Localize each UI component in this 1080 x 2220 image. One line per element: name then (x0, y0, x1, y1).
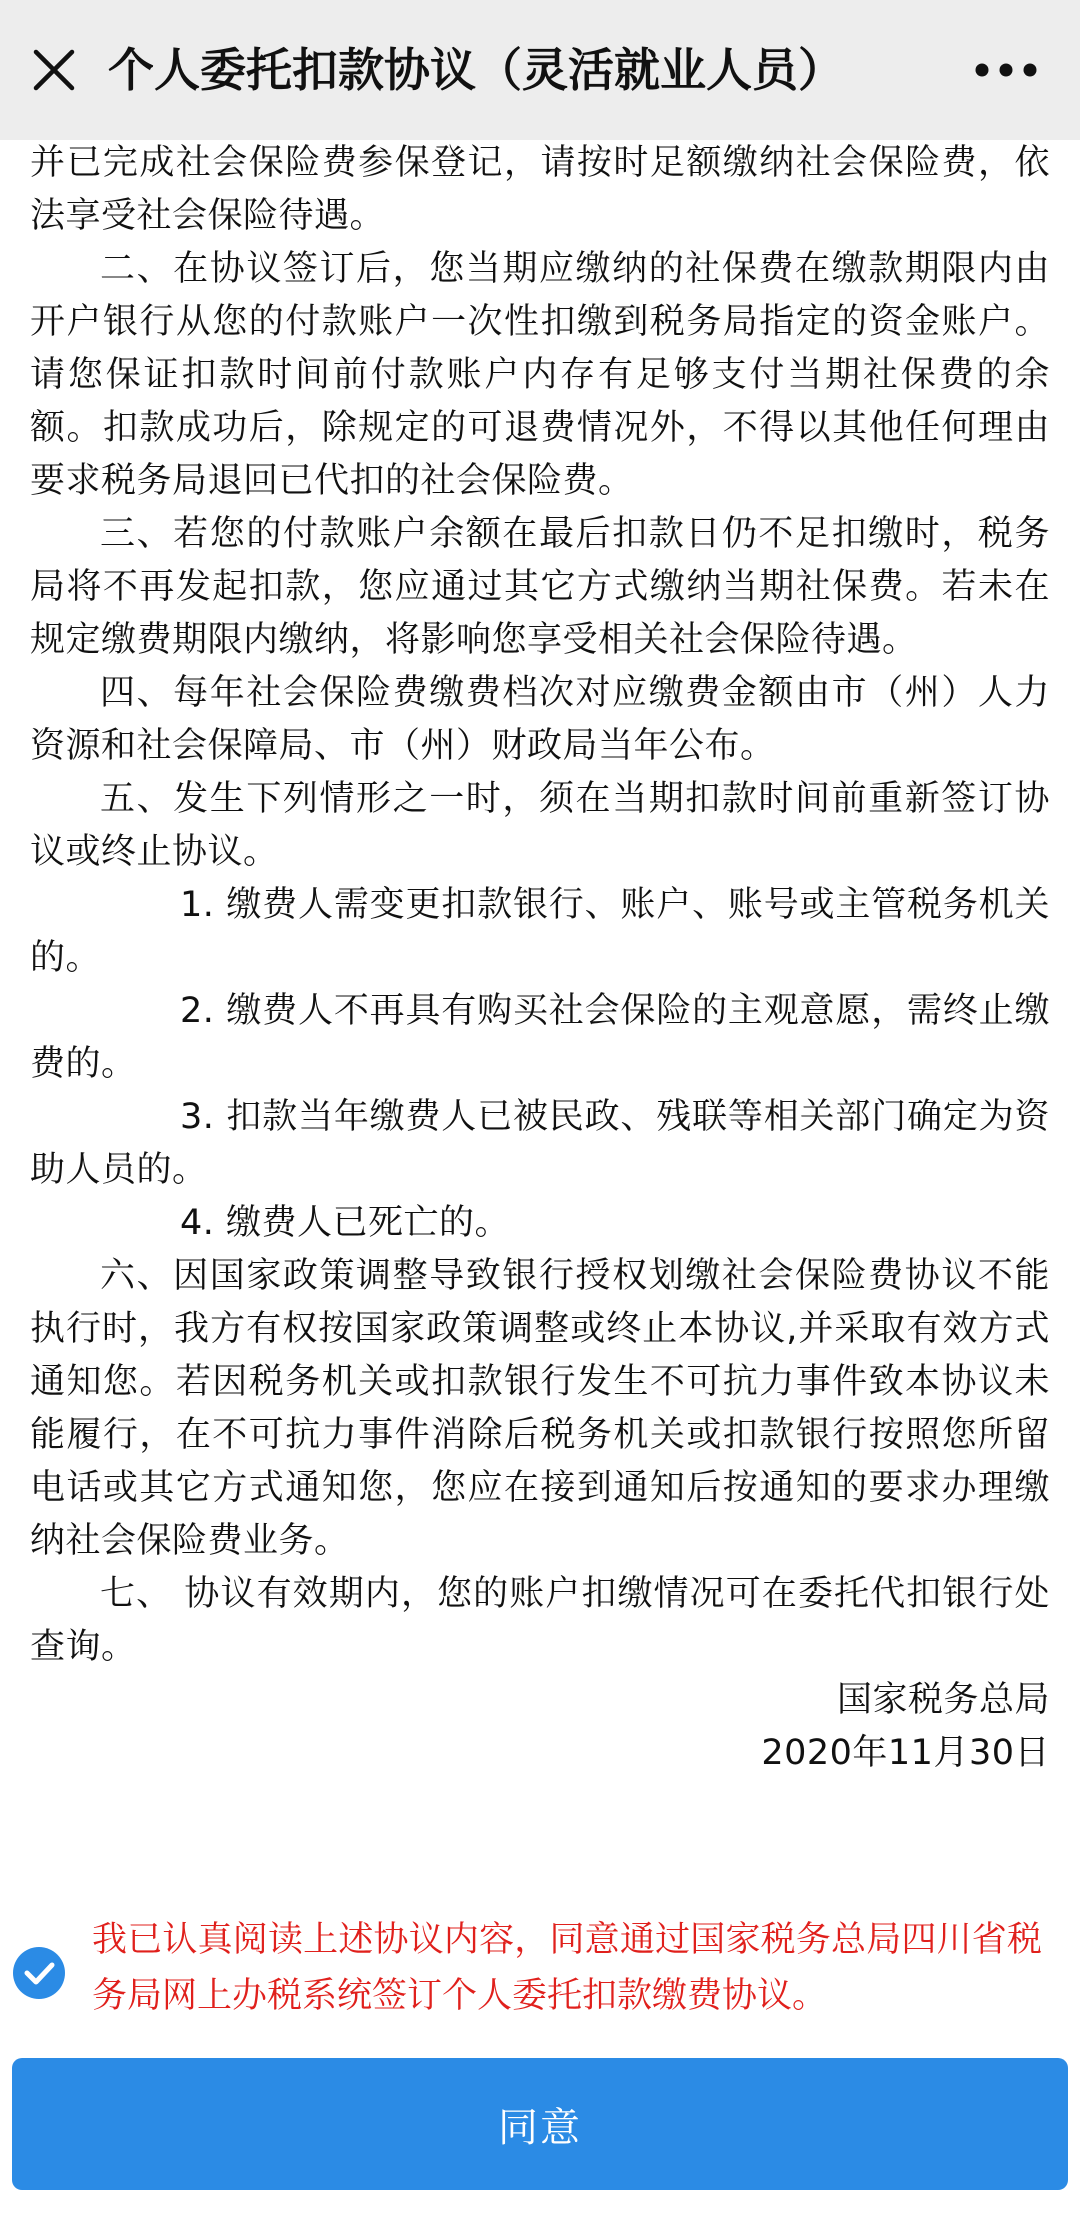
agreement-paragraph-3: 三、若您的付款账户余额在最后扣款日仍不足扣缴时，税务局将不再发起扣款，您应通过其它方式缴纳当期社保费。若未在规定缴费期限内缴纳，将影响您享受相关社会保险待遇。 (30, 514, 1050, 660)
agreement-paragraph-7: 七、 协议有效期内，您的账户扣缴情况可在委托代扣银行处查询。 (30, 1574, 1050, 1667)
agreement-item-3: 3. 扣款当年缴费人已被民政、残联等相关部门确定为资助人员的。 (30, 1097, 1050, 1190)
top-bar (0, 0, 1080, 140)
page-title: 个人委托扣款协议（灵活就业人员） (108, 43, 844, 97)
agree-button[interactable]: 同意 (12, 2058, 1068, 2190)
agreement-paragraph-2: 二、在协议签订后，您当期应缴纳的社保费在缴款期限内由开户银行从您的付款账户一次性扣缴到税务局指定的资金账户。请您保证扣款时间前付款账户内存有足够支付当期社保费的余额。扣款成功后，除规定的可退费情况外，不得以其他任何理由要求税务局退回已代扣的社会保险费。 (30, 249, 1050, 501)
checkbox-checked-icon[interactable] (12, 1946, 66, 2000)
agreement-item-4: 4. 缴费人已死亡的。 (180, 1203, 511, 1243)
agreement-item-2: 2. 缴费人不再具有购买社会保险的主观意愿，需终止缴费的。 (30, 991, 1050, 1084)
close-icon (32, 48, 76, 92)
agreement-content (30, 84, 1050, 1780)
close-button[interactable] (22, 38, 86, 102)
consent-text: 我已认真阅读上述协议内容，同意通过国家税务总局四川省税务局网上办税系统签订个人委托扣款缴费协议。 (92, 1920, 1042, 2016)
agreement-paragraph-1: 并已完成社会保险费参保登记，请按时足额缴纳社会保险费，依法享受社会保险待遇。 (30, 143, 1050, 236)
agreement-date: 2020年11月30日 (761, 1733, 1050, 1773)
consent-row[interactable] (0, 1912, 1080, 2032)
agreement-paragraph-4: 四、每年社会保险费缴费档次对应缴费金额由市（州）人力资源和社会保障局、市（州）财政局当年公布。 (30, 673, 1050, 766)
agreement-item-1: 1. 缴费人需变更扣款银行、账户、账号或主管税务机关的。 (30, 885, 1050, 978)
more-horizontal-icon (974, 62, 1038, 78)
more-options-button[interactable] (966, 44, 1046, 96)
agreement-paragraph-6: 六、因国家政策调整导致银行授权划缴社会保险费协议不能执行时，我方有权按国家政策调整或终止本协议,并采取有效方式通知您。若因税务机关或扣款银行发生不可抗力事件致本协议未能履行，在不可抗力事件消除后税务机关或扣款银行按照您所留电话或其它方式通知您，您应在接到通知后按通知的要求办理缴纳社会保险费业务。 (30, 1256, 1050, 1561)
agreement-paragraph-5: 五、发生下列情形之一时，须在当期扣款时间前重新签订协议或终止协议。 (30, 779, 1050, 872)
agreement-signature: 国家税务总局 (836, 1680, 1050, 1720)
